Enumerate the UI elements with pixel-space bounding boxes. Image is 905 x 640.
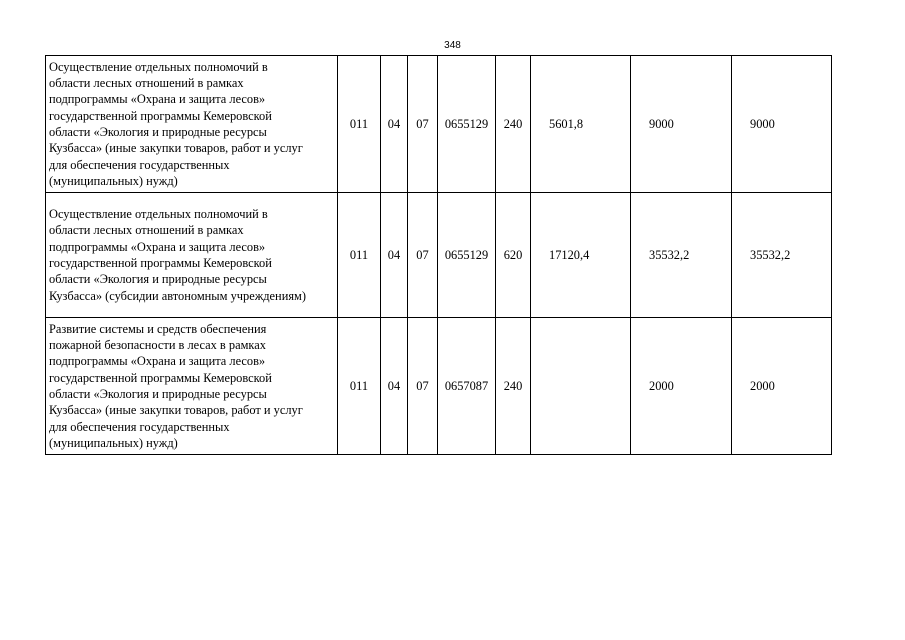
amount-1: 17120,4 (531, 193, 631, 318)
amount-1: 5601,8 (531, 56, 631, 193)
amount-2: 35532,2 (631, 193, 732, 318)
amount-3: 2000 (732, 318, 832, 455)
target-item-code: 0657087 (438, 318, 496, 455)
section-code: 04 (381, 318, 408, 455)
table-row (46, 193, 832, 318)
table-row (46, 318, 832, 455)
expense-type-code: 240 (496, 318, 531, 455)
amount-3: 35532,2 (732, 193, 832, 318)
amount-1 (531, 318, 631, 455)
table-row (46, 56, 832, 193)
budget-table (45, 55, 832, 455)
amount-2: 9000 (631, 56, 732, 193)
expense-type-code: 240 (496, 56, 531, 193)
page-number: 348 (444, 40, 461, 51)
subsection-code: 07 (408, 56, 438, 193)
ministry-code: 011 (338, 193, 381, 318)
section-code: 04 (381, 56, 408, 193)
ministry-code: 011 (338, 56, 381, 193)
row-description: Осуществление отдельных полномочий в области лесных отношений в рамках подпрограммы «Охрана и защита лесов» государственной программы Кемеровской области «Экология и природные ресурсы Кузбасса» (субсидии автономным учреждениям) (46, 193, 338, 318)
subsection-code: 07 (408, 318, 438, 455)
section-code: 04 (381, 193, 408, 318)
amount-3: 9000 (732, 56, 832, 193)
amount-2: 2000 (631, 318, 732, 455)
ministry-code: 011 (338, 318, 381, 455)
target-item-code: 0655129 (438, 193, 496, 318)
expense-type-code: 620 (496, 193, 531, 318)
target-item-code: 0655129 (438, 56, 496, 193)
row-description: Осуществление отдельных полномочий в области лесных отношений в рамках подпрограммы «Охрана и защита лесов» государственной программы Кемеровской области «Экология и природные ресурсы Кузбасса» (иные закупки товаров, работ и услуг для обеспечения государственных (муниципальных) нужд) (46, 56, 338, 193)
row-description: Развитие системы и средств обеспечения пожарной безопасности в лесах в рамках подпрограммы «Охрана и защита лесов» государственной программы Кемеровской области «Экология и природные ресурсы Кузбасса» (иные закупки товаров, работ и услуг для обеспечения государственных (муниципальных) нужд) (46, 318, 338, 455)
subsection-code: 07 (408, 193, 438, 318)
